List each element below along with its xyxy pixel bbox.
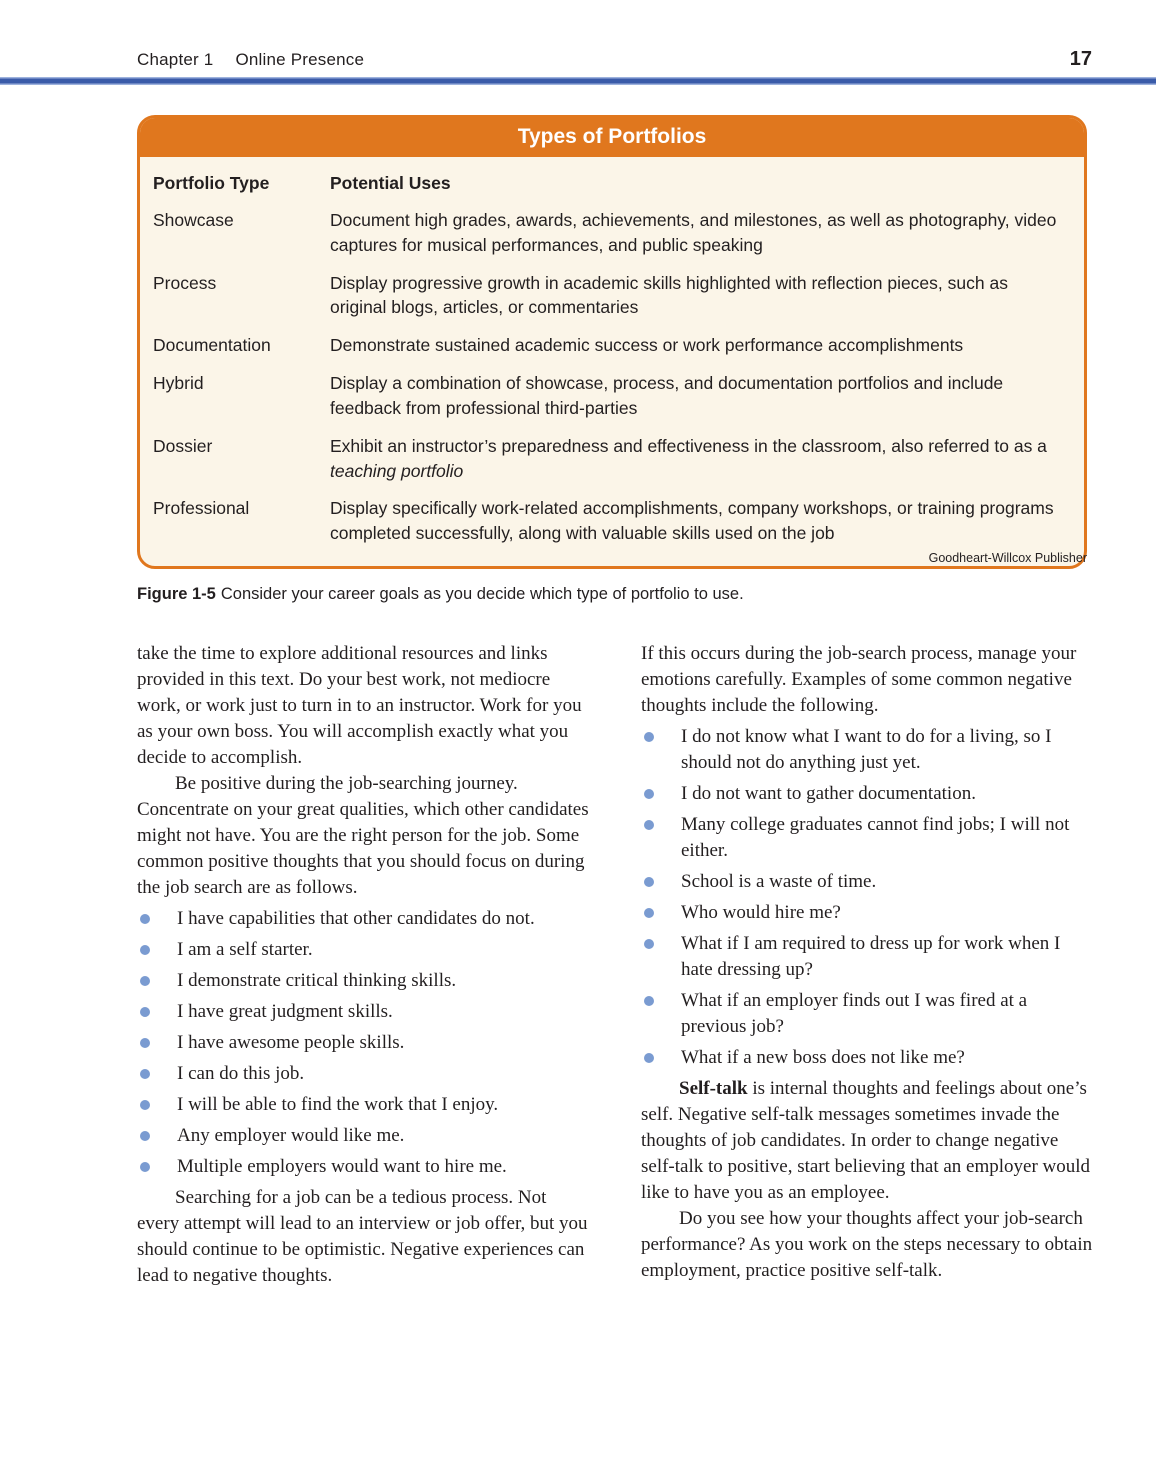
left-column [137,641,589,1289]
list-item: What if an employer finds out I was fired at a previous job? [641,988,1096,1040]
list-item: Many college graduates cannot find jobs; I will not either. [641,812,1096,864]
list-item: Any employer would like me. [137,1123,589,1149]
chapter-title: Online Presence [235,50,365,69]
list-item: What if I am required to dress up for work when I hate dressing up? [641,931,1096,983]
table-row [153,333,1068,358]
table-title: Types of Portfolios [140,118,1084,157]
row-type: Hybrid [153,373,204,394]
figure-caption [137,585,1097,604]
list-item: Who would hire me? [641,900,1096,926]
chapter-number: Chapter 1 [137,50,214,69]
list-item: School is a waste of time. [641,869,1096,895]
list-item: I can do this job. [137,1061,589,1087]
list-item: I do not want to gather documentation. [641,781,1096,807]
table-row [153,434,1068,484]
row-uses: Demonstrate sustained academic success or work performance accomplishments [330,335,964,356]
self-talk-paragraph: Self-talk is internal thoughts and feelings about one’s self. Negative self-talk messages sometimes invade the thoughts of job candidates. In order to change negative self-talk to positive, start believing that an employer would like to have you as an employee. [641,1078,1091,1203]
table-row [153,371,1068,421]
table-row [153,271,1068,321]
paragraph: Do you see how your thoughts affect your job-search performance? As you work on the steps necessary to obtain employment, practice positive self-talk. [641,1208,1093,1281]
paragraph: If this occurs during the job-search process, manage your emotions carefully. Examples of some common negative thoughts include the following. [641,643,1077,716]
list-item: Multiple employers would want to hire me. [137,1154,589,1180]
list-item: I do not know what I want to do for a living, so I should not do anything just yet. [641,724,1096,776]
row-type: Dossier [153,435,213,456]
running-head [137,48,1092,71]
row-type: Showcase [153,209,234,230]
list-item: I have capabilities that other candidates do not. [137,906,589,932]
positive-thoughts-list [137,906,589,1180]
self-talk-term: Self-talk [679,1078,748,1099]
row-uses: Display progressive growth in academic skills highlighted with reflection pieces, such as original blogs, articles, or commentaries [330,272,1008,318]
row-type: Documentation [153,335,271,356]
right-column [641,641,1096,1289]
row-uses: Display a combination of showcase, process, and documentation portfolios and include feedback from professional third-parties [330,373,1004,418]
header-divider-rule [0,77,1156,85]
negative-thoughts-list [641,724,1096,1071]
table-row [153,208,1068,258]
row-type: Process [153,272,217,293]
row-uses: Exhibit an instructor’s preparedness and effectiveness in the classroom, also referred to as a teaching portfolio [330,435,1047,481]
list-item: I am a self starter. [137,937,589,963]
row-uses: Display specifically work-related accomplishments, company workshops, or training programs completed successfully, along with valuable skills used on the job [330,498,1054,544]
body-text-columns [137,641,1096,1289]
figure-caption-label: Figure 1-5 [137,585,216,603]
list-item: I have awesome people skills. [137,1030,589,1056]
publisher-credit: Goodheart-Willcox Publisher [928,551,1087,565]
list-item: What if a new boss does not like me? [641,1045,1096,1071]
table-header-row [153,171,1068,196]
row-uses: Document high grades, awards, achievements, and milestones, as well as photography, video captures for musical performances, and public speaking [330,209,1057,255]
portfolio-types-table [137,115,1087,569]
chapter-heading [137,50,364,70]
list-item: I demonstrate critical thinking skills. [137,968,589,994]
table-body [140,157,1084,566]
paragraph: take the time to explore additional resources and links provided in this text. Do your best work, not mediocre work, or work just to turn in to an instructor. Work for you as your own boss. You will accomplish exactly what you decide to accomplish. [137,643,582,768]
list-item: I have great judgment skills. [137,999,589,1025]
paragraph: Searching for a job can be a tedious process. Not every attempt will lead to an interview or job offer, but you should continue to be optimistic. Negative experiences can lead to negative thoughts. [137,1187,588,1286]
page-number: 17 [1069,48,1092,70]
column-header-portfolio-type: Portfolio Type [153,173,270,193]
column-header-potential-uses: Potential Uses [330,173,451,193]
list-item: I will be able to find the work that I enjoy. [137,1092,589,1118]
row-type: Professional [153,498,250,519]
table-row [153,496,1068,546]
figure-caption-text: Consider your career goals as you decide which type of portfolio to use. [220,585,744,603]
paragraph: Be positive during the job-searching journey. Concentrate on your great qualities, which other candidates might not have. You are the right person for the job. Some common positive thoughts that you should focus on during the job search are as follows. [137,773,589,898]
